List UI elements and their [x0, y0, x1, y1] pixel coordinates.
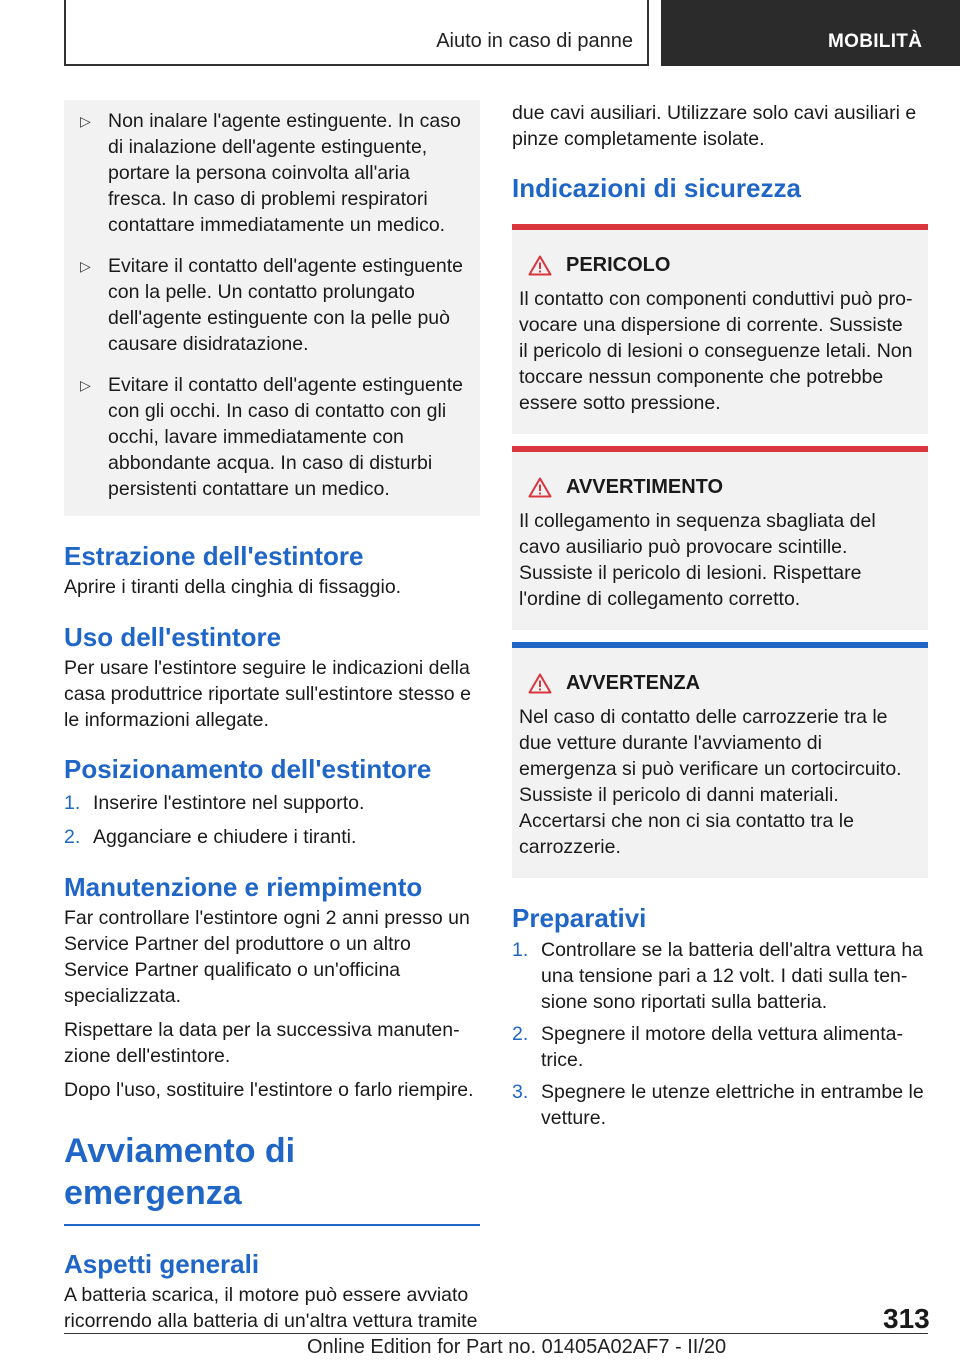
warning-level: PERICOLO	[566, 254, 671, 276]
prep-heading: Preparativi	[512, 903, 647, 933]
maintenance-text-1: Far controllare l'estintore ogni 2 anni presso un Service Partner del produttore o un altro Service Partner qualificato o un'officina specializzata.	[64, 907, 470, 1007]
warning-triangle-icon	[528, 477, 552, 498]
list-item: ▷ Non inalare l'agente estinguente. In caso di inalazione dell'agente estinguente, portare la persona coinvolta all'aria fresca. In caso di problemi respiratori contattare immediatamente un medico.	[80, 110, 461, 236]
list-item: ▷ Evitare il contatto dell'agente estinguente con gli occhi. In caso di contatto con gli occhi, lavare immediatamente con abbondante acqua. In caso di disturbi persistenti contattare un medico.	[80, 374, 463, 500]
triangle-bullet-icon: ▷	[80, 113, 91, 129]
extraction-heading: Estrazione dell'estintore	[64, 541, 364, 571]
warning-danger	[512, 224, 928, 434]
warning-level: AVVERTIMENTO	[566, 476, 724, 498]
maintenance-text-2: Rispettare la data per la successiva manutenzione dell'estintore.	[64, 1019, 460, 1067]
position-steps	[64, 790, 480, 850]
maintenance-text-3: Dopo l'uso, sostituire l'estintore o farlo riempire.	[64, 1079, 474, 1101]
header-section-box	[64, 0, 649, 66]
warning-text: Il contatto con componenti conduttivi può provocare una dispersione di corrente. Sussiste il pericolo di lesioni o conseguenze letali. Non toccare nessun componente che potrebbe essere sotto pressione.	[519, 288, 913, 414]
prep-steps	[512, 937, 928, 1131]
safety-heading: Indicazioni di sicurezza	[512, 173, 801, 203]
footer-rule	[64, 1333, 928, 1334]
extraction-text: Aprire i tiranti della cinghia di fissaggio.	[64, 576, 402, 598]
jumpstart-heading: Avviamento di emergenza	[64, 1132, 296, 1212]
warning-text: Nel caso di contatto delle carrozzerie tra le due vetture durante l'avviamento di emergenza si può verificare un cortocircuito. Sussiste il pericolo di danni materiali. Accertarsi che non ci sia contatto tra le carrozzerie.	[519, 706, 902, 858]
position-heading: Posizionamento dell'estintore	[64, 754, 432, 784]
warning-level: AVVERTENZA	[566, 672, 701, 694]
list-item: ▷ Evitare il contatto dell'agente estinguente con la pelle. Un contatto prolungato dell'agente estinguente con la pelle può causare disidratazione.	[80, 255, 463, 355]
triangle-bullet-icon: ▷	[80, 258, 91, 274]
list-item: 3. Spegnere le utenze elettriche in entrambe le vetture.	[512, 1081, 924, 1129]
safety-bullets-box	[64, 100, 480, 516]
list-item: 2. Spegnere il motore della vettura alimentatrice.	[512, 1023, 904, 1071]
header-section-title: Aiuto in caso di panne	[436, 30, 633, 52]
general-heading: Aspetti generali	[64, 1249, 260, 1279]
maintenance-heading: Manutenzione e riempimento	[64, 872, 423, 902]
warning-triangle-icon	[528, 673, 552, 694]
footer-edition: Online Edition for Part no. 01405A02AF7 - II/20	[307, 1336, 727, 1358]
header-chapter-title: MOBILITÀ	[828, 31, 923, 52]
header-chapter-box	[661, 0, 960, 66]
list-item: 2. Agganciare e chiudere i tiranti.	[64, 826, 357, 848]
warning-caution	[512, 446, 928, 630]
list-item: 1. Controllare se la batteria dell'altra vettura ha una tensione pari a 12 volt. I dati sulla tensione sono riportati sulla batteria.	[512, 939, 924, 1013]
continued-text: due cavi ausiliari. Utilizzare solo cavi ausiliari e pinze completamente isolate.	[512, 102, 917, 150]
warning-notice	[512, 642, 928, 878]
heading-rule	[64, 1224, 480, 1226]
right-column	[512, 100, 928, 1131]
warning-triangle-icon	[528, 255, 552, 276]
use-text: Per usare l'estintore seguire le indicazioni della casa produttrice riportate sull'estintore stesso e le informazioni allegate.	[64, 657, 471, 731]
general-text: A batteria scarica, il motore può essere avviato ricorrendo alla batteria di un'altra vettura tramite	[64, 1284, 478, 1332]
triangle-bullet-icon: ▷	[80, 377, 91, 393]
left-column	[64, 100, 480, 1334]
page-number: 313	[883, 1303, 930, 1334]
warning-text: Il collegamento in sequenza sbagliata del cavo ausiliario può provocare scintille. Sussiste il pericolo di lesioni. Rispettare l'ordine di collegamento corretto.	[519, 510, 876, 610]
use-heading: Uso dell'estintore	[64, 622, 282, 652]
list-item: 1. Inserire l'estintore nel supporto.	[64, 792, 365, 814]
